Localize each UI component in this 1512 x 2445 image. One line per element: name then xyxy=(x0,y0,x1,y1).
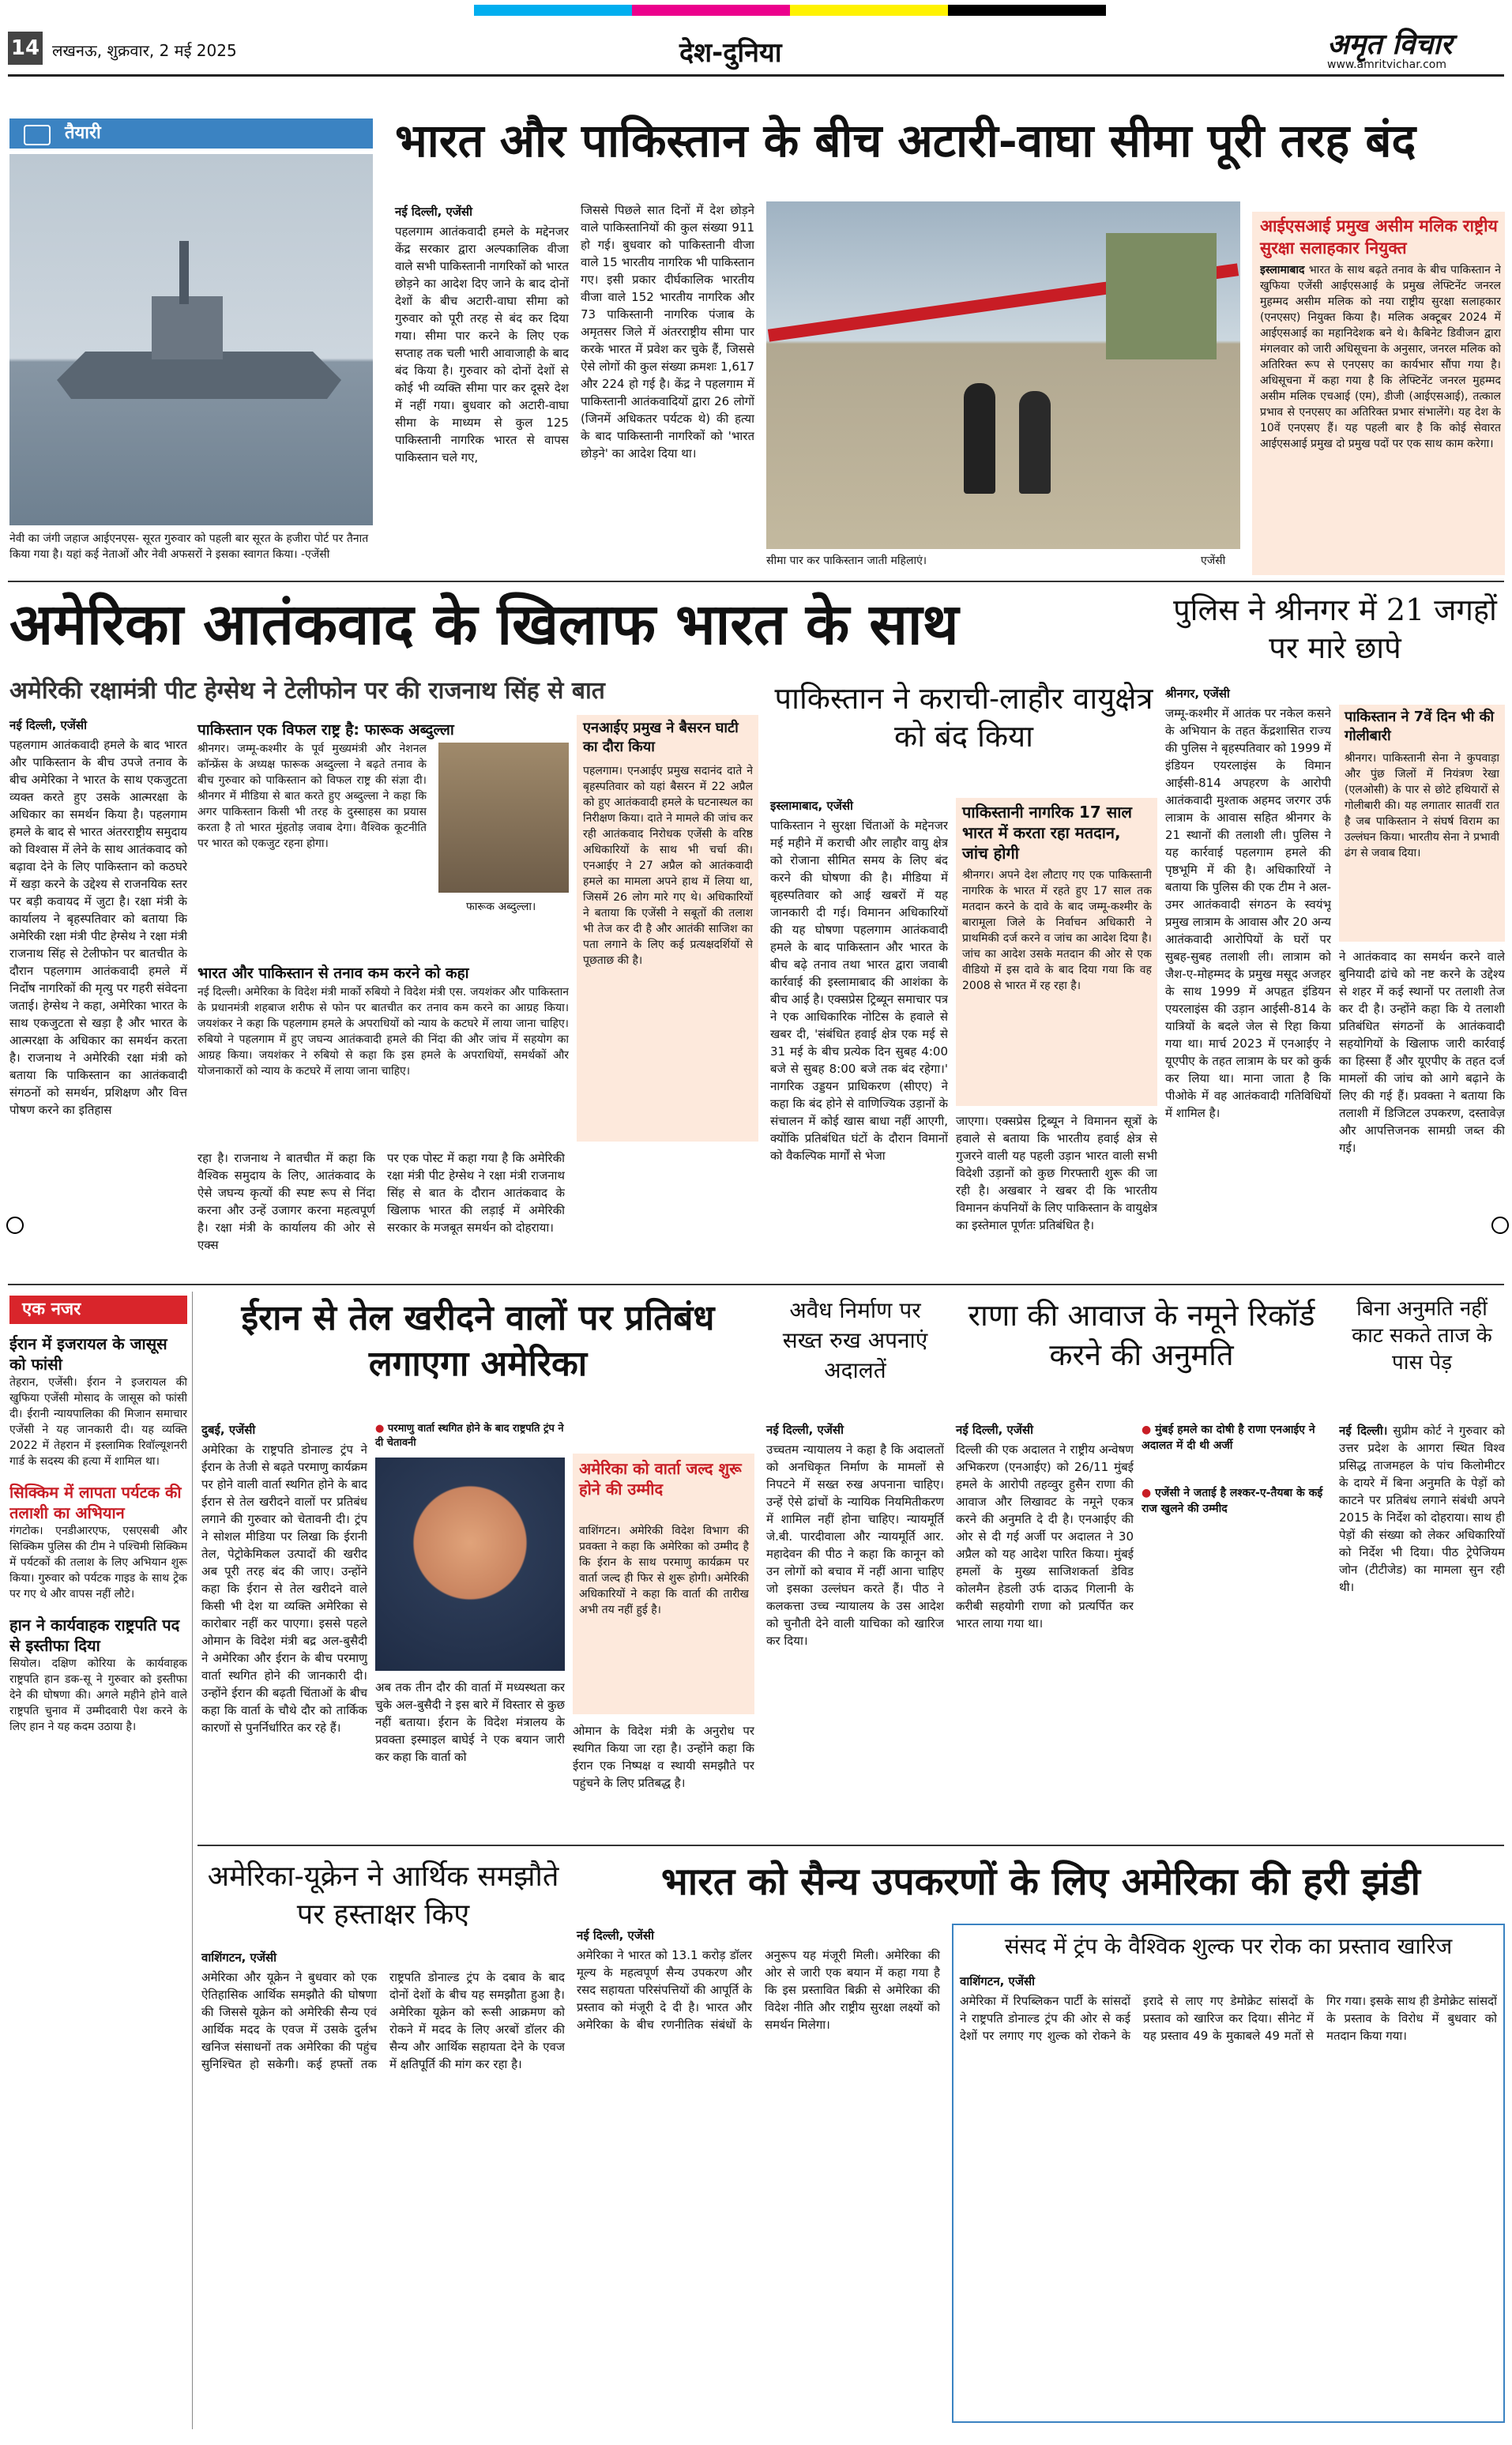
rana-bullet-2-text: एजेंसी ने जताई है लश्कर-ए-तैयबा के कई राज खुलने की उम्मीद xyxy=(1142,1487,1323,1515)
iran-side-text: वाशिंगटन। अमेरिकी विदेश विभाग की प्रवक्ता ने कहा कि अमेरिका को उम्मीद है कि ईरान के साथ परमाणु कार्यक्रम पर वार्ता जल्द ही फिर से शुरू होगी। अमेरिकी अधिकारियों ने कहा कि वार्ता की तारीख अभी तय नहीं हुई है। xyxy=(579,1525,749,1616)
iran-headline: ईरान से तेल खरीदने वालों पर प्रतिबंध लगाएगा अमेरिका xyxy=(241,1298,715,1384)
section-name: देश-दुनिया xyxy=(679,37,782,69)
page-number: 14 xyxy=(8,32,43,65)
iran-dateline: दुबई, एजेंसी xyxy=(201,1423,256,1437)
ek-nazar-item-text: सियोल। दक्षिण कोरिया के कार्यवाहक राष्ट्रपति हान डक-सू ने गुरुवार को इस्तीफा देने की घोषणा की। अगले महीने होने वाले राष्ट्रपति चुनाव में उम्मीदवारी पेश करने के लिए हान ने यह कदम उठाया है। xyxy=(9,1657,187,1733)
illegal-dateline: नई दिल्ली, एजेंसी xyxy=(766,1423,844,1437)
lead-col2: जिससे पिछले सात दिनों में देश छोड़ने वाले पाकिस्तानियों की कुल संख्या 911 हो गई। बुधवार को पाकिस्तानी वीजा वाले 15 भारतीय नागरिक भी पाकिस्तान गए। इसी प्रकार दीर्घकालिक भारतीय वीजा वाले 152 भारतीय नागरिक और 73 पाकिस्तानी नागरिक पंजाब के अमृतसर जिले में अंतरराष्ट्रीय सीमा पार करके भारत में प्रवेश कर चुके हैं, जिससे ऐसे लोगों की कुल संख्या क्रमशः 1,617 और 224 हो गई है। केंद्र ने पहलगाम में पाकिस्तानी आतंकवादियों द्वारा 26 लोगों (जिनमें अधिकतर पर्यटक थे) की हत्या के बाद पाकिस्तानी नागरिकों को 'भारत छोड़ने' का आदेश दिया था। xyxy=(581,203,754,461)
warship-photo xyxy=(9,154,373,525)
farooq-photo-caption: फारूक अब्दुल्ला। xyxy=(466,901,536,913)
karachi-col2: जाएगा। एक्सप्रेस ट्रिब्यून ने विमानन सूत्रों के हवाले से बताया कि भारतीय हवाई क्षेत्र से गुजरने वाली यह पहली उड़ान भारत वाली सभी विदेशी उड़ानों को कुछ गिरफ्तारी शुरू की जा रही है। अखबार ने खबर दी कि भारतीय विमानन कंपनियों के लिए पाकिस्तान के वायुक्षेत्र का इस्तेमाल पूर्णतः प्रतिबंधित है। xyxy=(956,1114,1157,1232)
illegal-headline: अवैध निर्माण पर सख्त रुख अपनाएं अदालतें xyxy=(782,1297,928,1383)
nia-text: पहलगाम। एनआईए प्रमुख सदानंद दाते ने बृहस्पतिवार को यहां बैसरन में 22 अप्रैल को हुए आतंकवादी हमले के घटनास्थल का निरीक्षण किया। दाते ने मामले की जांच कर रही आतंकवाद निरोधक एजेंसी के वरिष्ठ अधिकारियों के साथ भी चर्चा की। एनआईए ने 27 अप्रैल को आतंकवादी हमले का मामला अपने हाथ में लिया था, जिसमें 26 लोग मारे गए थे। अधिकारियों ने बताया कि एजेंसी ने सबूतों की तलाश भी तेज कर दी है और आतंकी साजिश का पता लगाने के लिए कई प्रत्यक्षदर्शियों से पूछताछ की है। xyxy=(583,765,753,967)
nsa-headline: आईएसआई प्रमुख असीम मलिक राष्ट्रीय सुरक्षा सलाहकार नियुक्त xyxy=(1260,216,1498,258)
registration-mark xyxy=(1491,1217,1509,1234)
nsa-dateline: इस्लामाबाद xyxy=(1260,264,1305,276)
illegal-text: उच्चतम न्यायालय ने कहा है कि अदालतों को अनधिकृत निर्माण के मामलों से निपटने में सख्त रुख अपनाना चाहिए। उन्हें ऐसे ढांचों के न्यायिक नियमितीकरण में शामिल नहीं होना चाहिए। न्यायमूर्ति जे.बी. पारदीवाला और न्यायमूर्ति आर. महादेवन की पीठ ने कहा कि कानून को उन लोगों को बचाव में नहीं आना चाहिए जो इसका उल्लंघन करते हैं। पीठ ने कलकत्ता उच्च न्यायालय के उस आदेश को चुनौती देने वाली याचिका को खारिज कर दिया। xyxy=(766,1443,944,1648)
srinagar-col2: ने आतंकवाद का समर्थन करने वाले बुनियादी ढांचे को नष्ट करने के उद्देश्य से शहर में कई स्थानों पर तलाशी तेज कर दी है। उन्होंने कहा कि ये तलाशी प्रतिबंधित संगठनों के आतंकवादी सहयोगियों के खिलाफ जारी कार्रवाई का हिस्सा हैं और यूएपीए के तहत दर्ज मामलों की जांच को आगे बढ़ाने के लिए की गई हैं। प्रवक्ता ने बताया कि तलाशी में डिजिटल उपकरण, दस्तावेज़ और आपत्तिजनक सामग्री जब्त की गई। xyxy=(1339,950,1505,1155)
iran-col3: ओमान के विदेश मंत्री के अनुरोध पर स्थगित किया जा रहा है। उन्होंने कहा कि ईरान एक निष्पक्ष व स्थायी समझौते पर पहुंचने के लिए प्रतिबद्ध है। xyxy=(573,1724,754,1790)
ek-nazar-tag: एक नजर xyxy=(9,1296,187,1324)
divider-1 xyxy=(8,581,1504,582)
ek-nazar-item-head: हान ने कार्यवाहक राष्ट्रपति पद से इस्तीफा दिया xyxy=(9,1616,180,1655)
usa-subhead: अमेरिकी रक्षामंत्री पीट हेग्सेथ ने टेलीफोन पर की राजनाथ सिंह से बात xyxy=(9,677,605,705)
military-dateline: नई दिल्ली, एजेंसी xyxy=(577,1928,654,1943)
camera-icon xyxy=(24,125,51,145)
ek-nazar-item xyxy=(9,1482,187,1602)
rana-headline: राणा की आवाज के नमूने रिकॉर्ड करने की अनुमति xyxy=(968,1298,1315,1372)
taj-dateline: नई दिल्ली। xyxy=(1339,1424,1388,1438)
nsa-body: भारत के साथ बढ़ते तनाव के बीच पाकिस्तान ने खुफिया एजेंसी आईएसआई के प्रमुख लेफ्टिनेंट जनरल मुहम्मद असीम मलिक को नया राष्ट्रीय सुरक्षा सलाहकार (एनएसए) नियुक्त किया है। मलिक अक्टूबर 2024 में आईएसआई का महानिदेशक बने थे। कैबिनेट डिवीजन द्वारा मंगलवार को जारी अधिसूचना के अनुसार, जनरल मलिक को अतिरिक्त रूप से एनएसए का कार्यभार सौंपा गया है। अधिसूचना में कहा गया है कि लेफ्टिनेंट जनरल मुहम्मद असीम मलिक एचआई (एम), डीजी (आईएसआई), तत्काल प्रभाव से एनएसए का अतिरिक्त प्रभार संभालेंगे। यह देश के 10वें एनएसए हैं। यह पहली बार है कि कोई सेवारत आईएसआई प्रमुख दो प्रमुख पदों पर एक साथ काम करेगा। xyxy=(1260,264,1501,450)
ek-nazar-item-text: गंगटोक। एनडीआरएफ, एसएसबी और सिक्किम पुलिस की टीम ने पश्चिमी सिक्किम में पर्यटकों की तलाश के लिए अभियान शुरू किया। गुरुवार को पर्यटक गाइड के साथ ट्रेक पर गए थे और वापस नहीं लौटे। xyxy=(9,1525,187,1601)
iran-photo-caption-text: परमाणु वार्ता स्थगित होने के बाद राष्ट्रपति ट्रंप ने दी चेतावनी xyxy=(375,1423,564,1449)
srinagar-dateline: श्रीनगर, एजेंसी xyxy=(1165,686,1230,701)
border-photo xyxy=(766,201,1240,549)
ukraine-headline: अमेरिका-यूक्रेन ने आर्थिक समझौते पर हस्ताक्षर किए xyxy=(207,1860,559,1931)
usa-col3: पर एक पोस्ट में कहा गया है कि अमेरिकी रक्षा मंत्री पीट हेग्सेथ ने रक्षा मंत्री राजनाथ सिंह से बात के दौरान आतंकवाद के खिलाफ भारत की लड़ाई में अमेरिकी सरकार के मजबूत समर्थन को दोहराया। xyxy=(387,1151,565,1235)
usa-col1: पहलगाम आतंकवादी हमले के बाद भारत और पाकिस्तान के बीच उपजे तनाव के बीच अमेरिका ने भारत के साथ एकजुटता व्यक्त करते हुए उसके आत्मरक्षा के अधिकार का समर्थन किया है। पहलगाम हमले के बाद से भारत अंतरराष्ट्रीय समुदाय को विश्वास में लेने के साथ आतंकवाद को बढ़ावा देने के लिए पाकिस्तान को कठघरे में खड़ा करने के उद्देश्य से राजनयिक स्तर पर बड़ी कवायद में जुटा है। रक्षा मंत्री के कार्यालय ने बृहस्पतिवार को बताया कि अमेरिकी रक्षा मंत्री पीट हेग्सेथ ने रक्षा मंत्री राजनाथ सिंह से टेलीफोन पर बातचीत के दौरान पहलगाम आतंकवादी हमले में निर्दोष नागरिकों की मृत्यु पर गहरी संवेदना जताई। हेग्सेथ ने कहा, अमेरिका भारत के साथ एकजुटता से खड़ा है और भारत के आत्मरक्षा के अधिकार का समर्थन करता है। राजनाथ ने अमेरिकी रक्षा मंत्री को बताया कि पाकिस्तान का आतंकवादी संगठनों को समर्थन, प्रशिक्षण और वित्त पोषण करने का इतिहास xyxy=(9,738,187,1117)
ukraine-text: अमेरिका और यूक्रेन ने बुधवार को एक ऐतिहासिक आर्थिक समझौते की घोषणा की जिससे यूक्रेन को अमेरिकी सैन्य एवं आर्थिक मदद के एवज में उसके दुर्लभ खनिज संसाधनों तक अमेरिका की पहुंच सुनिश्चित हो सकेगी। कई हफ्तों तक राष्ट्रपति डोनाल्ड ट्रंप के दबाव के बाद दोनों देशों के बीच यह समझौता हुआ है। अमेरिका यूक्रेन को रूसी आक्रमण को रोकने में मदद के लिए अरबों डॉलर की सैन्य और आर्थिक सहायता देने के एवज में क्षतिपूर्ति की मांग कर रहा है। xyxy=(201,1970,565,2071)
farooq-text: श्रीनगर। जम्मू-कश्मीर के पूर्व मुख्यमंत्री और नेशनल कॉन्फ्रेंस के अध्यक्ष फारूक अब्दुल्ला ने बढ़ते तनाव के बीच गुरुवार को पाकिस्तान को विफल राष्ट्र की संज्ञा दी। श्रीनगर में मीडिया से बात करते हुए अब्दुल्ला ने कहा कि अगर पाकिस्तान किसी भी तरह के दुस्साहस का प्रयास करता है तो भारत मुंहतोड़ जवाब देगा। वैश्विक कूटनीति पर भारत को एकजुट रहना होगा। xyxy=(197,743,427,850)
sidebar-divider xyxy=(192,1292,193,2429)
rana-bullet-2 xyxy=(1142,1485,1327,1517)
bullet-icon: ● xyxy=(1142,1487,1152,1499)
divider-3 xyxy=(197,1845,1504,1846)
lead-col1: पहलगाम आतंकवादी हमले के मद्देनजर केंद्र सरकार द्वारा अल्पकालिक वीजा वाले सभी पाकिस्तानी नागरिकों को भारत छोड़ने का आदेश दिए जाने के बाद दोनों देशों के बीच अटारी-वाघा सीमा को गुरुवार को पूरी तरह से बंद कर दिया गया। सीमा पार करने के लिए एक सप्ताह तक चली भारी आवाजाही के बाद बंद किया है। गुरुवार को दोनों देशों से कोई भी व्यक्ति सीमा पार कर दूसरे देश में नहीं गया। बुधवार को अटारी-वाघा सीमा के माध्यम से कुल 125 पाकिस्तानी नागरिक भारत से वापस पाकिस्तान चले गए, xyxy=(395,224,569,465)
border-photo-caption: सीमा पार कर पाकिस्तान जाती महिलाएं। xyxy=(766,555,927,567)
tariff-text: अमेरिका में रिपब्लिकन पार्टी के सांसदों ने राष्ट्रपति डोनाल्ड ट्रंप की ओर से कई देशों पर लगाए गए शुल्क को रोकने के इरादे से लाए गए डेमोक्रेट सांसदों के प्रस्ताव को खारिज कर दिया। सीनेट में यह प्रस्ताव 49 के मुकाबले 49 मतों से गिर गया। इसके साथ ही डेमोक्रेट सांसदों के प्रस्ताव के विरोध में बुधवार को मतदान किया गया। xyxy=(960,1994,1497,2043)
military-headline: भारत को सैन्य उपकरणों के लिए अमेरिका की हरी झंडी xyxy=(661,1860,1420,1904)
dateline-masthead: लखनऊ, शुक्रवार, 2 मई 2025 xyxy=(52,41,237,60)
rana-text: दिल्ली की एक अदालत ने राष्ट्रीय अन्वेषण अभिकरण (एनआईए) को 26/11 मुंबई हमले के आरोपी तहव्वुर हुसैन राणा की आवाज और लिखावट के नमूने एकत्र करने की अनुमति दे दी है। एनआईए की ओर से दी गई अर्जी पर अदालत ने 30 अप्रैल को यह आदेश पारित किया। मुंबई हमलों के मुख्य साजिशकर्ता डेविड कोलमैन हेडली उर्फ दाऊद गिलानी के करीबी सहयोगी राणा को प्रत्यर्पित कर भारत लाया गया था। xyxy=(956,1443,1134,1631)
taj-text xyxy=(1339,1422,1505,1837)
registration-mark xyxy=(6,1217,24,1234)
srinagar-col1: जम्मू-कश्मीर में आतंक पर नकेल कसने के अभियान के तहत केंद्रशासित राज्य की पुलिस ने बृहस्पतिवार को 1999 में इंडियन एयरलाइंस के विमान आईसी-814 अपहरण के आरोपी आतंकवादी मुश्ताक अहमद जरगर उर्फ लात्राम के आवास सहित श्रीनगर के 21 स्थानों की तलाशी ली। पुलिस ने यह कार्रवाई पहलगाम हमले की पृष्ठभूमि में की है। अधिकारियों ने बताया कि पुलिस की एक टीम ने अल-उमर आतंकवादी संगठन के स्वयंभू प्रमुख लात्राम के आवास और 20 अन्य आतंकवादी आरोपियों के घरों पर सुबह-सुबह तलाशी ली। लात्राम को जैश-ए-मोहम्मद के प्रमुख मसूद अजहर के साथ 1999 में अपहृत इंडियन एयरलाइंस की उड़ान आईसी-814 के यात्रियों के बदले जेल से रिहा किया गया था। मार्च 2023 में एनआईए ने यूएपीए के तहत लात्राम के घर को कुर्क कर लिया था। माना जाता है कि पीओके में वह आतंकवादी गतिविधियों में शामिल है। xyxy=(1165,706,1331,1120)
pakcitizen-headline: पाकिस्तानी नागरिक 17 साल भारत में करता रहा मतदान, जांच होगी xyxy=(962,803,1132,863)
ek-nazar-item-text: तेहरान, एजेंसी। ईरान ने इजरायल की खुफिया एजेंसी मोसाद के जासूस को फांसी दी। ईरानी न्यायपालिका की मिजान समाचार एजेंसी ने यह जानकारी दी। यह व्यक्ति 2022 में तेहरान में इस्लामिक रिवॉल्यूशनरी गार्ड के सदस्य की हत्या में शामिल था। xyxy=(9,1376,187,1468)
lead-headline: भारत और पाकिस्तान के बीच अटारी-वाघा सीमा पूरी तरह बंद xyxy=(395,114,1416,167)
ek-nazar-item xyxy=(9,1615,187,1735)
ek-nazar-item xyxy=(9,1333,187,1469)
usa-col2: रहा है। राजनाथ ने बातचीत में कहा कि वैश्विक समुदाय के लिए, आतंकवाद के ऐसे जघन्य कृत्यों की स्पष्ट रूप से निंदा करना और उन्हें उजागर करना महत्वपूर्ण है। रक्षा मंत्री के कार्यालय की ओर से एक्स xyxy=(197,1151,375,1252)
military-text: अमेरिका ने भारत को 13.1 करोड़ डॉलर मूल्य के महत्वपूर्ण सैन्य उपकरण और रसद सहायता परिसंपत्तियों की आपूर्ति के प्रस्ताव को मंजूरी दे दी है। भारत और अमेरिका के बीच रणनीतिक संबंधों के अनुरूप यह मंजूरी मिली। अमेरिका की ओर से जारी एक बयान में कहा गया है कि इस प्रस्तावित बिक्री से अमेरिका की विदेश नीति और राष्ट्रीय सुरक्षा लक्ष्यों को समर्थन मिलेगा। xyxy=(577,1948,940,2032)
tension-text: नई दिल्ली। अमेरिका के विदेश मंत्री मार्को रुबियो ने विदेश मंत्री एस. जयशंकर और पाकिस्तान के प्रधानमंत्री शहबाज शरीफ से फोन पर बातचीत कर तनाव कम करने का आग्रह किया। जयशंकर ने कहा कि पहलगाम हमले के अपराधियों को न्याय के कटघरे में लाया जाना चाहिए। रुबियो ने पहलगाम में हुए जघन्य आतंकवादी हमले की निंदा की और जांच में सहयोग का आग्रह किया। जयशंकर ने रुबियो से कहा कि इस हमले के अपराधियों, समर्थकों और योजनाकारों को न्याय के कटघरे में लाया जाना चाहिए। xyxy=(197,986,569,1078)
divider-2 xyxy=(8,1284,1504,1285)
masthead-divider xyxy=(8,74,1504,77)
karachi-col1: पाकिस्तान ने सुरक्षा चिंताओं के मद्देनजर मई महीने में कराची और लाहौर वायु क्षेत्र को रोजाना सीमित समय के लिए बंद करने की घोषणा की है। मीडिया में बृहस्पतिवार को आई खबरों में यह जानकारी दी गई। विमानन अधिकारियों की यह घोषणा पहलगाम आतंकवादी हमले के बाद पाकिस्तान और भारत के बीच बढ़े तनाव तथा भारत द्वारा जवाबी कार्रवाई की इस्लामाबाद की आशंका के बीच आई है। एक्सप्रेस ट्रिब्यून समाचार पत्र ने एक आधिकारिक नोटिस के हवाले से खबर दी, 'संबंधित हवाई क्षेत्र एक मई से 31 मई के बीच प्रत्येक दिन सुबह 4:00 बजे से सुबह 8:00 बजे तक बंद रहेगा।' नागरिक उड्डयन प्राधिकरण (सीएए) ने कहा कि बंद होने से वाणिज्यिक उड़ानों के संचालन में कोई खास बाधा नहीं आएगी, क्योंकि प्रतिबंधित घंटों के दौरान विमानों को वैकल्पिक मार्गों से भेजा xyxy=(770,818,948,1163)
srinagar-headline: पुलिस ने श्रीनगर में 21 जगहों पर मारे छापे xyxy=(1173,592,1497,665)
taiyari-tag xyxy=(9,118,373,149)
ek-nazar-item-head: सिक्किम में लापता पर्यटक की तलाशी का अभियान xyxy=(9,1483,182,1522)
nsa-text xyxy=(1260,262,1501,570)
rana-bullet-1-text: मुंबई हमले का दोषी है राणा एनआईए ने अदालत में दी थी अर्जी xyxy=(1142,1424,1315,1452)
taiyari-tag-label: तैयारी xyxy=(65,123,101,143)
bullet-icon: ● xyxy=(1142,1424,1152,1436)
lead-dateline: नई दिल्ली, एजेंसी xyxy=(395,205,472,219)
color-strip xyxy=(474,5,1106,16)
trump-photo xyxy=(375,1458,565,1671)
brand-logo: अमृत विचार xyxy=(1327,28,1453,61)
ek-nazar-item-head: ईरान में इजरायल के जासूस को फांसी xyxy=(9,1334,167,1374)
taj-headline: बिना अनुमति नहीं काट सकते ताज के पास पेड़ xyxy=(1352,1297,1492,1375)
tariff-headline: संसद में ट्रंप के वैश्विक शुल्क पर रोक का प्रस्ताव खारिज xyxy=(1004,1933,1453,1959)
iran-col2: अब तक तीन दौर की वार्ता में मध्यस्थता कर चुके अल-बुसैदी ने इस बारे में विस्तार से कुछ नहीं बताया। ईरान के विदेश मंत्रालय के प्रवक्ता इस्माइल बाघेई ने एक बयान जारी कर कहा कि वार्ता को xyxy=(375,1680,565,1764)
iran-col1: अमेरिका के राष्ट्रपति डोनाल्ड ट्रंप ने ईरान के तेजी से बढ़ते परमाणु कार्यक्रम पर होने वाली वार्ता स्थगित होने के बाद ईरान से तेल खरीदने वालों पर प्रतिबंध लगाने की गुरुवार को चेतावनी दी। ट्रंप ने सोशल मीडिया पर लिखा कि ईरानी तेल, पेट्रोकेमिकल उत्पादों की खरीद अब पूरी तरह बंद की जाए। उन्होंने कहा कि ईरान से तेल खरीदने वाले किसी भी देश या व्यक्ति अमेरिका से कारोबार नहीं कर पाएगा। इससे पहले ओमान के विदेश मंत्री बद्र अल-बुसैदी ने अमेरिका और ईरान के बीच परमाणु वार्ता स्थगित होने की जानकारी दी। उन्होंने ईरान की बढ़ती चिंताओं के बीच कहा कि वार्ता के चौथे दौर को तार्किक कारणों से पुनर्निर्धारित कर रहे हैं। xyxy=(201,1443,367,1735)
iran-side-headline: अमेरिका को वार्ता जल्द शुरू होने की उम्मीद xyxy=(579,1459,742,1499)
farooq-photo xyxy=(438,743,569,893)
ukraine-dateline: वाशिंगटन, एजेंसी xyxy=(201,1950,277,1965)
iran-photo-caption xyxy=(375,1422,565,1450)
site-url[interactable]: www.amritvichar.com xyxy=(1327,58,1447,71)
rana-dateline: नई दिल्ली, एजेंसी xyxy=(956,1423,1033,1437)
farooq-headline: पाकिस्तान एक विफल राष्ट्र है: फारूक अब्दुल्ला xyxy=(197,721,454,739)
taiyari-caption: नेवी का जंगी जहाज आईएनएस- सूरत गुरुवार को पहली बार सूरत के हजीरा पोर्ट पर तैनात किया गया है। यहां कई नेताओं और नेवी अफसरों ने इसका स्वागत किया। -एजेंसी xyxy=(9,532,369,561)
ek-nazar-list xyxy=(9,1333,187,2424)
rana-bullet-1 xyxy=(1142,1422,1327,1454)
nia-headline: एनआईए प्रमुख ने बैसरन घाटी का दौरा किया xyxy=(583,720,739,755)
bullet-icon: ● xyxy=(375,1423,385,1435)
tension-headline: भारत और पाकिस्तान से तनाव कम करने को कहा xyxy=(197,965,469,982)
usa-dateline: नई दिल्ली, एजेंसी xyxy=(9,718,87,732)
border-photo-credit: एजेंसी xyxy=(1201,555,1226,567)
tariff-dateline: वाशिंगटन, एजेंसी xyxy=(960,1974,1036,1988)
karachi-headline: पाकिस्तान ने कराची-लाहौर वायुक्षेत्र को बंद किया xyxy=(774,681,1153,754)
firing-text: श्रीनगर। पाकिस्तानी सेना ने कुपवाड़ा और पुंछ जिलों में नियंत्रण रेखा (एलओसी) के पार से छोटे हथियारों से गोलीबारी की। यह लगातार सातवीं रात है जब पाकिस्तान ने संघर्ष विराम का उल्लंघन किया। भारतीय सेना ने प्रभावी ढंग से जवाब दिया। xyxy=(1345,752,1499,860)
taj-body: सुप्रीम कोर्ट ने गुरुवार को उत्तर प्रदेश के आगरा स्थित विश्व प्रसिद्ध ताजमहल के पांच किलोमीटर के दायरे में बिना अनुमति के पेड़ों को काटने पर प्रतिबंध लगाने संबंधी अपने 2015 के निर्देश को दोहराया। साथ ही पेड़ों की संख्या को लेकर अधिकारियों को निर्देश भी दिया। पीठ ट्रेपेजियम जोन (टीटीजेड) का मामला सुन रही थी। xyxy=(1339,1424,1505,1594)
karachi-dateline: इस्लामाबाद, एजेंसी xyxy=(770,799,853,813)
pakcitizen-text: श्रीनगर। अपने देश लौटाए गए एक पाकिस्तानी नागरिक के भारत में रहते हुए 17 साल तक मतदान करने के दावे के बाद जम्मू-कश्मीर के बारामूला जिले के निर्वाचन अधिकारी ने प्राथमिकी दर्ज करने व जांच का आदेश दिया है। जांच का आदेश उसके मतदान की ओर से एक वीडियो में इस दावे के बाद दिया गया कि वह 2008 से भारत में रह रहा है। xyxy=(962,869,1152,992)
usa-headline: अमेरिका आतंकवाद के खिलाफ भारत के साथ xyxy=(9,590,959,657)
firing-headline: पाकिस्तान ने 7वें दिन भी की गोलीबारी xyxy=(1345,709,1495,744)
